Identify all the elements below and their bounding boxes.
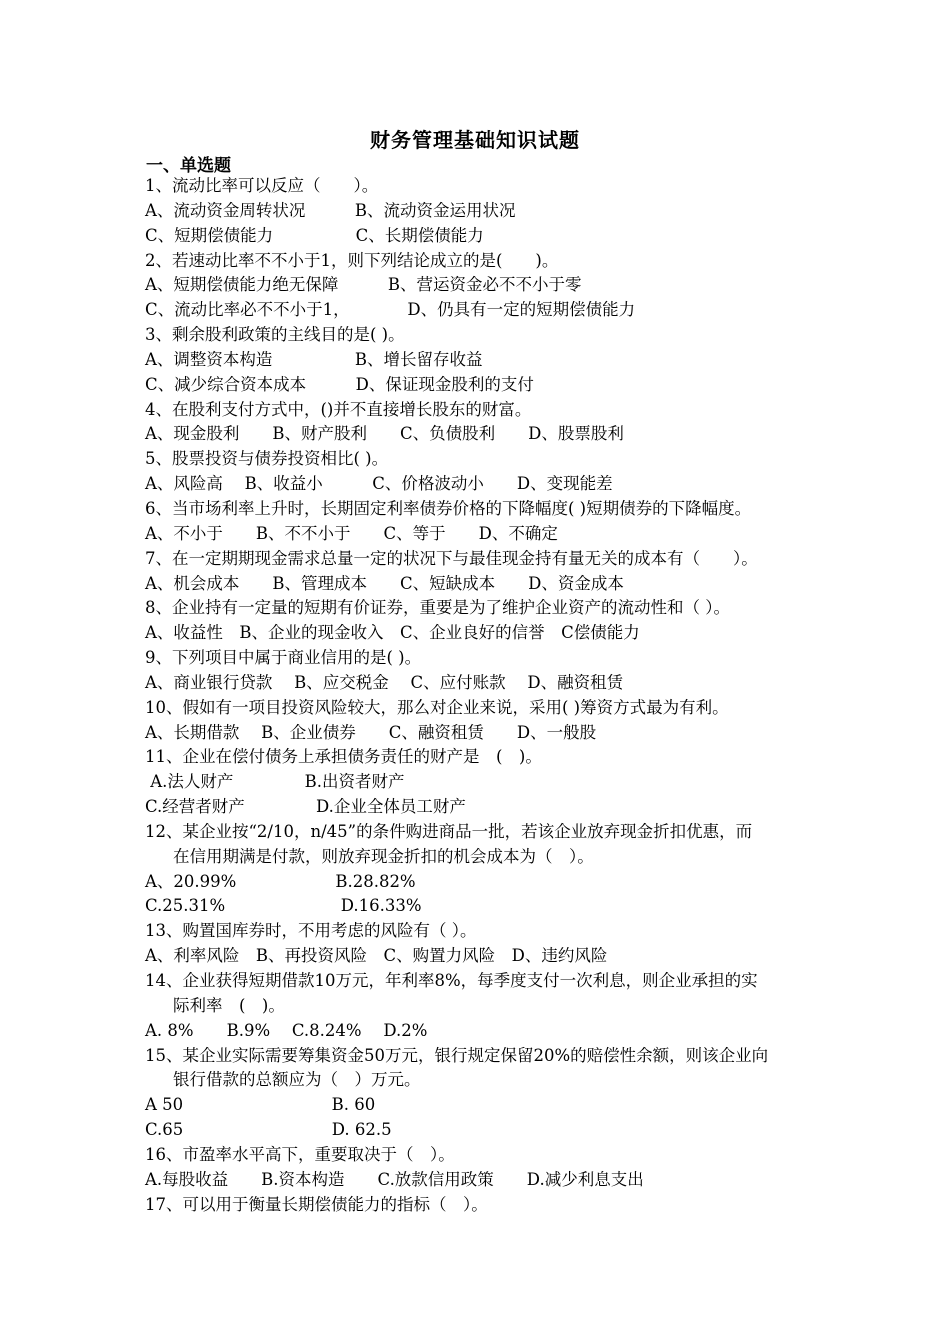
section-heading: 一、单选题 <box>146 156 231 176</box>
text-line: 5、股票投资与债券投资相比( )。 <box>145 449 389 469</box>
text-line: A.法人财产 B.出资者财产 <box>145 772 405 792</box>
text-line: C、流动比率必不不小于1， D、仍具有一定的短期偿债能力 <box>145 300 636 320</box>
text-line: 4、在股利支付方式中，()并不直接增长股东的财富。 <box>145 399 532 419</box>
text-line: A、商业银行贷款 B、应交税金 C、应付账款 D、融资租赁 <box>145 672 624 692</box>
text-line: A、20.99% B.28.82% <box>145 871 416 891</box>
text-line: 17、可以用于衡量长期偿债能力的指标（ ）。 <box>145 1194 488 1214</box>
text-line: 8、企业持有一定量的短期有价证券，重要是为了维护企业资产的流动性和（ ）。 <box>145 598 730 618</box>
text-line: 15、某企业实际需要筹集资金50万元，银行规定保留20%的赔偿性余额，则该企业向 <box>145 1045 769 1065</box>
text-line: A、风险高 B、收益小 C、价格波动小 D、变现能差 <box>145 474 613 494</box>
document-title: 财务管理基础知识试题 <box>370 128 580 152</box>
text-line: A、流动资金周转状况 B、流动资金运用状况 <box>145 200 516 220</box>
text-line: 10、假如有一项目投资风险较大，那么对企业来说，采用( )筹资方式最为有利。 <box>145 697 729 717</box>
text-line: 13、购置国库券时，不用考虑的风险有（ ）。 <box>145 921 477 941</box>
text-line: 9、下列项目中属于商业信用的是( )。 <box>145 648 422 668</box>
text-line: 14、企业获得短期借款10万元，年利率8%，每季度支付一次利息，则企业承担的实 <box>145 971 758 990</box>
text-line: C.65 D. 62.5 <box>145 1120 392 1140</box>
text-line: A、短期偿债能力绝无保障 B、营运资金必不不小于零 <box>145 275 582 295</box>
text-line: A. 8% B.9% C.8.24% D.2% <box>145 1020 428 1040</box>
text-line: A、调整资本构造 B、增长留存收益 <box>145 349 483 369</box>
text-line: C.经营者财产 D.企业全体员工财产 <box>145 797 466 817</box>
text-line: A、不小于 B、不不小于 C、等于 D、不确定 <box>145 523 558 543</box>
text-line: C、短期偿债能力 C、长期偿债能力 <box>145 225 484 245</box>
text-line: 3、剩余股利政策的主线目的是( )。 <box>145 325 405 345</box>
text-line: 2、若速动比率不不小于1，则下列结论成立的是( )。 <box>145 250 559 270</box>
text-line: A.每股收益 B.资本构造 C.放款信用政策 D.减少利息支出 <box>145 1169 644 1189</box>
text-line: 11、企业在偿付债务上承担债务责任的财产是 ( )。 <box>145 747 542 767</box>
text-line: C、减少综合资本成本 D、保证现金股利的支付 <box>145 374 534 394</box>
question-list <box>145 174 865 1217</box>
text-line: 际利率 ( )。 <box>173 995 285 1015</box>
text-line: A、收益性 B、企业的现金收入 C、企业良好的信誉 C偿债能力 <box>145 623 640 643</box>
text-line: 16、市盈率水平高下，重要取决于（ ）。 <box>145 1144 455 1164</box>
text-line: 在信用期满是付款，则放弃现金折扣的机会成本为（ ）。 <box>173 846 594 866</box>
text-line: 7、在一定期期现金需求总量一定的状况下与最佳现金持有量无关的成本有（ ）。 <box>145 548 758 568</box>
text-line: A、利率风险 B、再投资风险 C、购置力风险 D、违约风险 <box>145 946 608 966</box>
text-line: 6、当市场利率上升时，长期固定利率债券价格的下降幅度( )短期债券的下降幅度。 <box>145 498 752 518</box>
text-line: 1、流动比率可以反应（ ）。 <box>145 176 379 195</box>
text-line: 银行借款的总额应为（ ）万元。 <box>173 1070 421 1090</box>
text-line: A 50 B. 60 <box>145 1095 376 1115</box>
text-line: A、现金股利 B、财产股利 C、负债股利 D、股票股利 <box>145 424 624 444</box>
text-line: A、机会成本 B、管理成本 C、短缺成本 D、资金成本 <box>145 573 624 593</box>
text-line: A、长期借款 B、企业债券 C、融资租赁 D、一般股 <box>145 722 597 742</box>
text-line: 12、某企业按“2/10，n/45”的条件购进商品一批，若该企业放弃现金折扣优惠，而 <box>145 821 753 841</box>
text-line: C.25.31% D.16.33% <box>145 896 422 916</box>
